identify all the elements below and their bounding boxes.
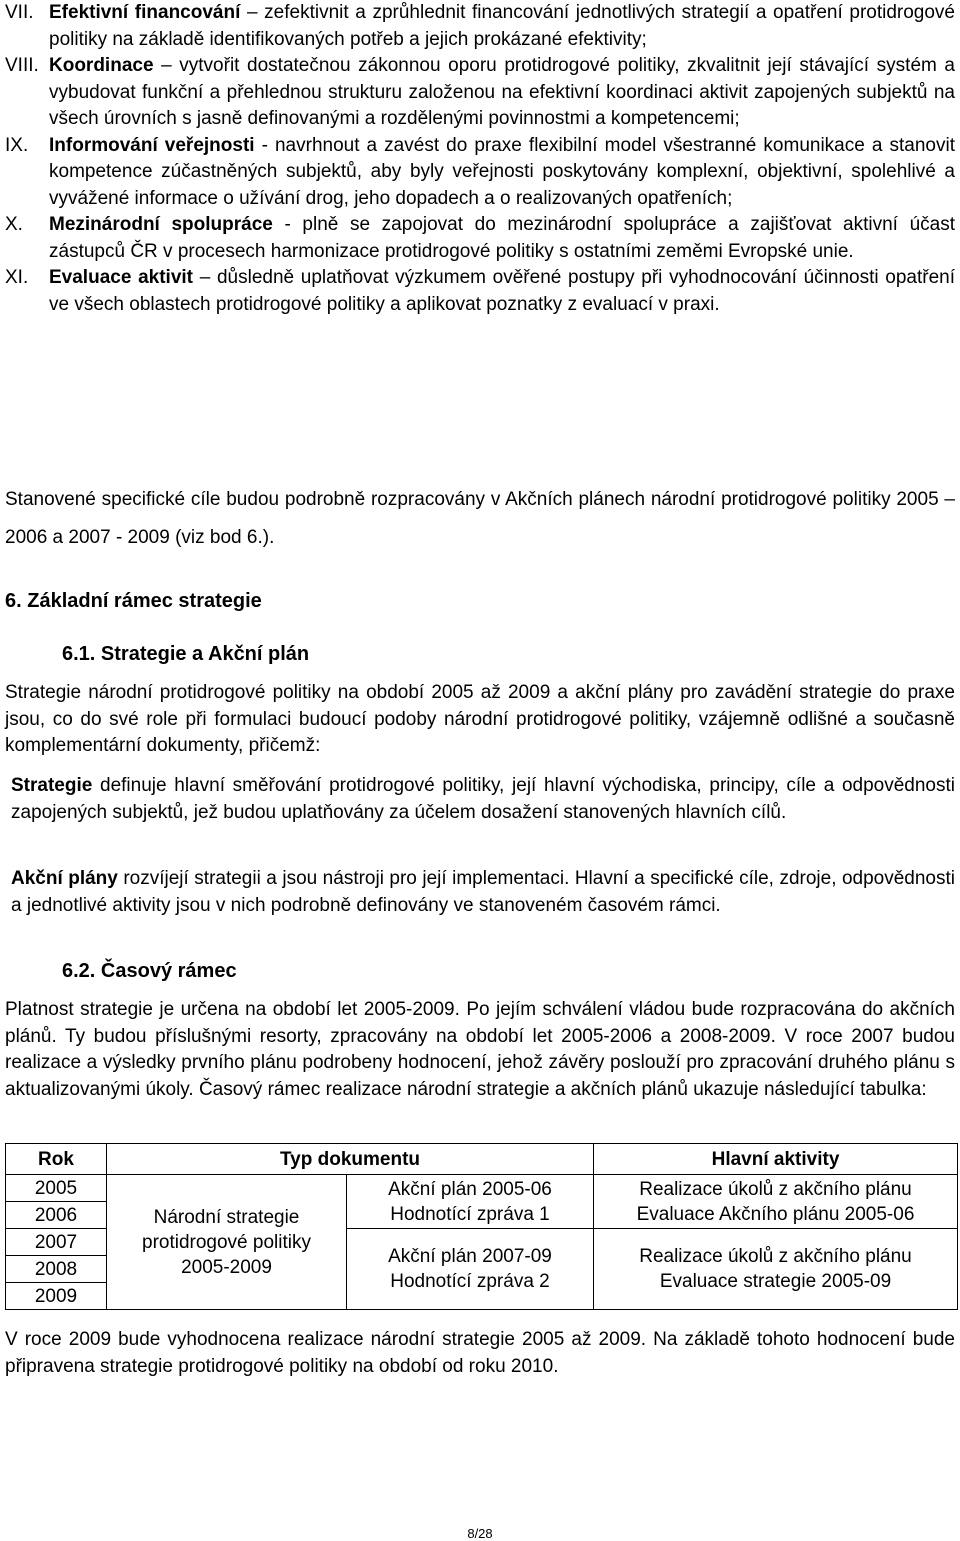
item-text: - plně se zapojovat do mezinárodní spolupráce a zajišťovat aktivní účast zástupců ČR v procesech harmonizace protidrogové politiky s ostatními zeměmi Evropské unie. bbox=[49, 214, 956, 262]
activity-cell: Realizace úkolů z akčního plánu Evaluace Akčního plánu 2005-06 bbox=[594, 1175, 958, 1229]
year-cell: 2009 bbox=[6, 1283, 107, 1310]
header-year: Rok bbox=[6, 1144, 107, 1175]
item-text: – zefektivnit a zprůhlednit financování jednotlivých strategií a opatření protidrogové politiky na základě identifikovaných potřeb a jejich prokázané efektivity; bbox=[49, 2, 956, 50]
item-title: Evaluace aktivit bbox=[49, 267, 194, 288]
item-number: VII. bbox=[5, 2, 34, 23]
section-heading-6-1: 6.1. Strategie a Akční plán bbox=[62, 643, 310, 665]
list-item bbox=[5, 0, 955, 53]
objectives-list bbox=[5, 0, 955, 318]
header-main-activities: Hlavní aktivity bbox=[594, 1144, 958, 1175]
list-item bbox=[5, 133, 955, 213]
item-number: IX. bbox=[5, 134, 29, 156]
page-number: 8/28 bbox=[467, 1526, 493, 1541]
header-document-type: Typ dokumentu bbox=[107, 1144, 594, 1175]
year-cell: 2008 bbox=[6, 1256, 107, 1283]
item-text: - navrhnout a zavést do praxe flexibilní model všestranné komunikace a stanovit kompetence zúčastněných subjektů, aby byly veřejnosti poskytovány komplexní, objektivní, spolehlivé a vyvážené informace o užívání drog, jeho dopadech a o realizovaných opatřeních; bbox=[49, 134, 955, 209]
year-cell: 2006 bbox=[6, 1202, 107, 1229]
activity-cell: Realizace úkolů z akčního plánu Evaluace strategie 2005-09 bbox=[594, 1229, 958, 1310]
section-heading-6: 6. Základní rámec strategie bbox=[5, 590, 262, 612]
item-number: XI. bbox=[5, 267, 29, 288]
timeframe-paragraph: Platnost strategie je určena na období let 2005-2009. Po jejím schválení vládou bude rozpracována do akčních plánů. Ty budou příslušnými resorty, zpracovány na období let 2005-2006 a 2008-2009. V roce 2007 budou realizace a výsledky prvního plánu podrobeny hodnocení, jehož závěry poslouží pro zpracování druhého plánu s aktualizovanými úkoly. Časový rámec realizace národní strategie a akčních plánů ukazuje následující tabulka: bbox=[5, 999, 955, 1100]
specific-goals-paragraph: Stanovené specifické cíle budou podrobně rozpracovány v Akčních plánech národní protidrogové politiky 2005 – 2006 a 2007 - 2009 (viz bod 6.). bbox=[5, 489, 955, 548]
list-item bbox=[5, 212, 955, 265]
term-strategy: Strategie bbox=[11, 775, 93, 796]
term-action-plans: Akční plány bbox=[11, 868, 118, 889]
document-cell: Akční plán 2007-09 Hodnotící zpráva 2 bbox=[347, 1229, 594, 1310]
timeframe-table bbox=[5, 1143, 958, 1310]
strategy-definition: Strategie definuje hlavní směřování protidrogové politiky, její hlavní východiska, principy, cíle a odpovědnosti zapojených subjektů, jež budou uplatňovány za účelem dosažení stanovených hlavních cílů. bbox=[11, 775, 955, 823]
item-text: – důsledně uplatňovat výzkumem ověřené postupy při vyhodnocování účinnosti opatření ve všech oblastech protidrogové politiky a aplikovat poznatky z evaluací v praxi. bbox=[49, 267, 955, 315]
list-item bbox=[5, 265, 955, 318]
item-title: Informování veřejnosti bbox=[49, 134, 255, 156]
table-header-row bbox=[6, 1144, 958, 1175]
final-paragraph: V roce 2009 bude vyhodnocena realizace národní strategie 2005 až 2009. Na základě tohoto hodnocení bude připravena strategie protidrogové politiky na období od roku 2010. bbox=[5, 1329, 955, 1377]
year-cell: 2005 bbox=[6, 1175, 107, 1202]
table-row bbox=[6, 1175, 958, 1202]
item-title: Mezinárodní spolupráce bbox=[49, 214, 273, 235]
list-item bbox=[5, 53, 955, 133]
year-cell: 2007 bbox=[6, 1229, 107, 1256]
strategy-paragraph: Strategie národní protidrogové politiky na období 2005 až 2009 a akční plány pro zavádění strategie do praxe jsou, co do své role při formulaci budoucí podoby národní protidrogové politiky, vzájemně odlišné a současně komplementární dokumenty, přičemž: bbox=[5, 682, 955, 756]
item-title: Efektivní financování bbox=[49, 2, 241, 23]
item-text: – vytvořit dostatečnou zákonnou oporu protidrogové politiky, zkvalitnit její stávající systém a vybudovat funkční a přehlednou strukturu založenou na efektivní koordinaci aktivit zapojených subjektů na všech úrovních s jasně definovanými a rozdělenými povinnostmi a kompetencemi; bbox=[49, 55, 955, 129]
strategy-cell: Národní strategie protidrogové politiky 2005-2009 bbox=[107, 1175, 347, 1310]
action-plans-definition: Akční plány rozvíjejí strategii a jsou nástroji pro její implementaci. Hlavní a specifické cíle, zdroje, odpovědnosti a jednotlivé aktivity jsou v nich podrobně definovány ve stanoveném časovém rámci. bbox=[11, 868, 955, 916]
document-cell: Akční plán 2005-06 Hodnotící zpráva 1 bbox=[347, 1175, 594, 1229]
item-number: VIII. bbox=[5, 55, 39, 76]
item-number: X. bbox=[5, 214, 23, 235]
section-heading-6-2: 6.2. Časový rámec bbox=[62, 960, 237, 982]
item-title: Koordinace bbox=[49, 55, 154, 76]
